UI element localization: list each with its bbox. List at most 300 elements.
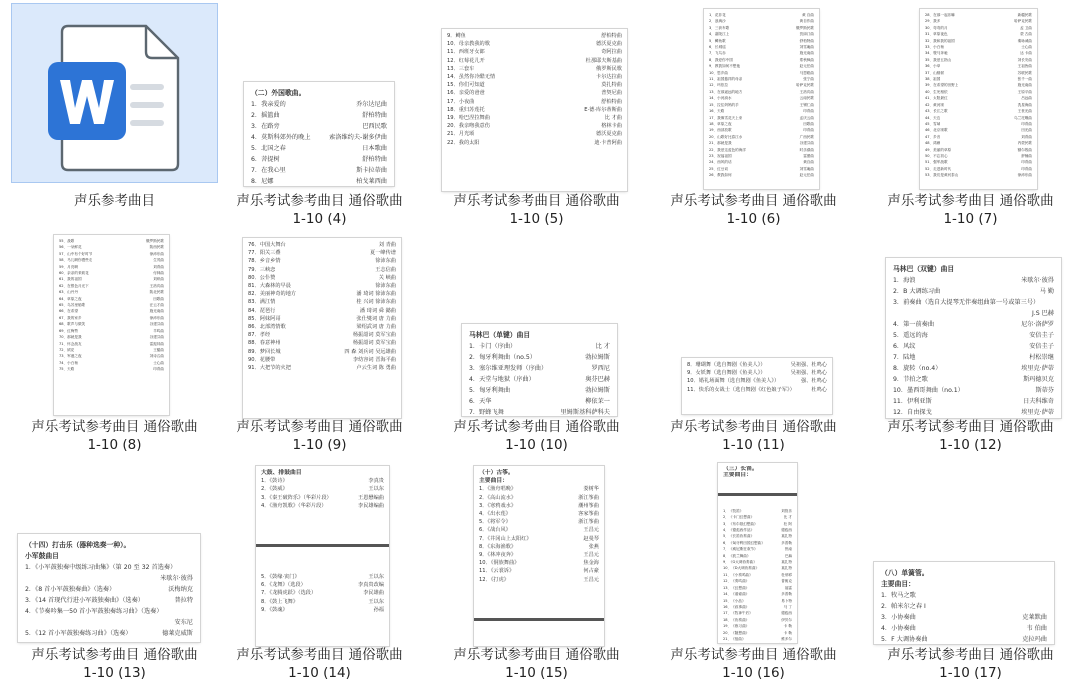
doc-line-title: 5．《12 首小军鼓独奏练习曲》（选奏） xyxy=(25,630,132,637)
doc-line-composer: 安倍圭子 xyxy=(1029,343,1054,350)
file-name[interactable] xyxy=(217,192,422,228)
doc-line-title: 9．《林冲夜奔》 xyxy=(479,552,517,559)
doc-line-title: 10．思乡曲 xyxy=(709,70,728,75)
doc-line-composer: 卡 勒 xyxy=(783,624,792,629)
doc-line-title: 3．《秦王破阵乐》（华彩片段） xyxy=(261,494,332,501)
doc-line-title: 6．天华 xyxy=(469,398,492,405)
doc-line-title: 81．大森林的早晨 xyxy=(248,283,291,290)
word-document-icon xyxy=(48,22,182,174)
doc-line-composer: 施光南曲 xyxy=(149,309,164,314)
doc-line-title: 3．小协奏曲 xyxy=(881,614,916,621)
doc-line-title: 3．三套车歌 xyxy=(709,25,730,30)
doc-line-composer: 李幼容词 晋海平曲 xyxy=(352,356,396,363)
doc-line xyxy=(881,579,1047,590)
doc-line xyxy=(479,559,599,567)
doc-line-title: 43．长江之歌 xyxy=(925,109,948,114)
doc-line-title: 26．教我如何 xyxy=(709,173,732,178)
doc-line-title: 5．《鼓缘·寅门》 xyxy=(261,574,300,581)
file-name[interactable] xyxy=(868,192,1073,228)
doc-line xyxy=(893,374,1054,385)
doc-line-composer: 斯蒂芬 xyxy=(1035,387,1054,394)
doc-line-composer: 舒柏特曲 xyxy=(362,156,387,163)
doc-line xyxy=(479,567,599,575)
file-name[interactable] xyxy=(217,418,422,454)
doc-line-composer: 王昌元 xyxy=(583,527,599,534)
doc-line-composer: 福雷 xyxy=(784,585,792,590)
doc-line-title: 8．珊瑚舞（选自舞剧《鱼美人》） xyxy=(687,362,766,368)
doc-line-composer: J.S 巴赫 xyxy=(1031,310,1054,317)
doc-line-title: 39．在希望的田野上 xyxy=(925,83,959,88)
doc-line-title: 61．我的祖国 xyxy=(59,277,82,282)
doc-line-title: 大鼓、排鼓曲目 xyxy=(261,470,302,476)
doc-line-composer: 吕远曲 xyxy=(1021,96,1032,101)
doc-line-title: 70．那就是我 xyxy=(59,335,82,340)
doc-line-composer: 韦 伯曲 xyxy=(1026,625,1047,632)
doc-line-title: 57．山中有个好时节 xyxy=(59,251,93,256)
doc-line-title: 52．走进新时代 xyxy=(925,166,952,171)
doc-line-composer: 刘雪庵曲 xyxy=(799,166,814,171)
doc-line-composer: 日本歌曲 xyxy=(362,145,387,152)
doc-line xyxy=(447,130,622,138)
doc-line-title: 31．草原夜色 xyxy=(925,32,948,37)
doc-line-title: 62．在银色月光下 xyxy=(59,283,89,288)
doc-line-title: 21．月光颂 xyxy=(447,131,475,138)
doc-line-composer: 格林卡曲 xyxy=(601,123,622,130)
doc-line-composer: 黄自曲 xyxy=(803,160,814,165)
doc-line xyxy=(25,584,193,595)
doc-line-title: 6．《战台风》 xyxy=(479,527,511,534)
doc-line-composer: 王洛宾曲 xyxy=(149,283,164,288)
doc-line-title: 91．大把节的火把 xyxy=(248,365,291,372)
doc-line-title: 7．陆地 xyxy=(893,354,916,361)
doc-line-composer: 施光南曲 xyxy=(799,51,814,56)
file-name[interactable] xyxy=(651,646,856,682)
doc-line-title: 80．公仆赞 xyxy=(248,274,276,281)
doc-line xyxy=(25,573,193,584)
doc-line-title: 65．乌苏里船歌 xyxy=(59,303,86,308)
doc-line-composer: 张仕燮词 唐 力曲 xyxy=(356,315,396,322)
doc-line-composer: 安东尼 xyxy=(174,619,193,626)
doc-line-composer: 里姆斯基科萨科夫 xyxy=(560,409,610,416)
doc-line-composer: 贺绿汀曲 xyxy=(799,32,814,37)
doc-line-title: 53．我们是黄河泰山 xyxy=(925,173,959,178)
doc-line-composer: 印青曲 xyxy=(803,109,814,114)
doc-line-composer: 哈萨克民歌 xyxy=(1014,19,1032,24)
file-thumbnail-area[interactable] xyxy=(868,458,1073,643)
doc-line-title: 3．在路旁 xyxy=(251,123,280,130)
doc-line-title: 7．在我心里 xyxy=(251,167,286,174)
doc-line-composer: 巴西民歌 xyxy=(362,123,387,130)
doc-line xyxy=(893,330,1054,341)
doc-line-title: 4．《出水莲》 xyxy=(479,511,511,518)
file-thumbnail-area[interactable] xyxy=(12,458,217,636)
doc-line xyxy=(447,48,622,56)
file-name-line: 声乐考试参考曲目 通俗歌曲 xyxy=(670,647,837,663)
doc-line-title: 2．《8 首小军鼓独奏曲》（选奏） xyxy=(25,586,116,593)
doc-line-composer: 赵曼琴 xyxy=(583,535,599,542)
doc-line-title: 马林巴（单键）曲目 xyxy=(469,331,531,339)
doc-line-title: 10．母亲教我的歌 xyxy=(447,41,490,48)
doc-line-composer: 比 才 xyxy=(783,515,792,520)
doc-line-title: 5．鳟鱼歌 xyxy=(709,38,726,43)
file-name[interactable] xyxy=(434,418,639,454)
doc-line xyxy=(479,510,599,518)
doc-line-composer: 吴祖强、杜鸣心 xyxy=(790,362,827,368)
doc-line-title: 1．花非花 xyxy=(709,13,726,17)
doc-line-title: 9．《G大调协奏曲》 xyxy=(723,560,757,565)
doc-line-title: 5．匈牙利舞曲 xyxy=(469,387,511,394)
file-name-line: 声乐考试参考曲目 通俗歌曲 xyxy=(887,419,1054,435)
doc-line-title: 35．我爱五指山 xyxy=(925,57,952,62)
doc-line-composer: 杜那耶夫斯基曲 xyxy=(585,57,622,64)
doc-line xyxy=(261,494,384,502)
doc-line-composer: 索洛维约夫-谢多伊曲 xyxy=(329,134,387,141)
doc-line xyxy=(447,89,622,97)
doc-line-composer: 德彪西 xyxy=(781,611,792,616)
doc-line-composer xyxy=(190,562,193,573)
doc-line-composer: 热南 xyxy=(784,547,792,552)
doc-line-title: 88．春意神州 xyxy=(248,340,281,347)
doc-line xyxy=(447,139,622,147)
doc-line-title: （十）古筝。 xyxy=(479,470,514,476)
doc-line-composer: 黄 自曲 xyxy=(802,13,814,17)
doc-line-composer: 谷建芬曲 xyxy=(799,141,814,146)
doc-line-title: 15．拉住妈妈的手 xyxy=(709,102,739,107)
doc-line-title: 15．《小品》 xyxy=(723,598,746,603)
doc-line xyxy=(881,634,1047,644)
file-name-suffix: 1-10 (14) xyxy=(288,665,351,681)
doc-line-composer: 浙江筝曲 xyxy=(578,519,599,526)
file-thumbnail-area[interactable] xyxy=(651,230,856,408)
doc-line-composer: 埃里克·萨蒂 xyxy=(1021,365,1054,372)
doc-line-composer: 乌兰托嘎曲 xyxy=(1014,115,1032,120)
doc-line-composer: 田歌曲 xyxy=(153,296,164,301)
doc-line-composer: 王以东 xyxy=(368,574,384,581)
file-name[interactable] xyxy=(12,418,217,454)
file-thumbnail-area[interactable] xyxy=(868,4,1073,182)
file-name-line: 声乐考试参考曲目 通俗歌曲 xyxy=(453,647,620,663)
doc-line-title: 4．《德彪西作品》 xyxy=(723,528,755,533)
doc-line-title: 4．天堂与地狱（序曲） xyxy=(469,376,535,383)
doc-line-title: 2．摇篮曲 xyxy=(251,112,280,119)
doc-line-title: 40．生死相依 xyxy=(925,89,948,94)
doc-line-composer: 时乐濛曲 xyxy=(799,147,814,152)
doc-line-title: 59．月亮啊 xyxy=(59,264,78,269)
doc-line-composer xyxy=(775,642,792,643)
file-thumbnail-area[interactable] xyxy=(434,4,639,182)
file-name[interactable] xyxy=(651,418,856,454)
doc-line xyxy=(709,172,814,178)
doc-line-title: 12．《奏鸣曲》 xyxy=(723,579,750,584)
doc-line xyxy=(469,363,610,374)
doc-line xyxy=(447,57,622,65)
doc-line-composer: 克莱默曲 xyxy=(1022,614,1047,621)
doc-line xyxy=(248,315,396,323)
doc-line xyxy=(893,396,1054,407)
doc-line-composer: 俄罗斯民歌 xyxy=(596,65,622,72)
doc-line-title: 23．祝福祖国 xyxy=(709,153,732,158)
file-name-line: 声乐考试参考曲目 通俗歌曲 xyxy=(31,647,198,663)
doc-line-composer: 多普勒 xyxy=(781,540,792,545)
doc-line-composer: 卢云生词 陈 勇曲 xyxy=(356,365,396,372)
doc-line-composer: 陕北民歌 xyxy=(149,290,164,295)
document-preview xyxy=(243,238,401,418)
document-preview xyxy=(462,324,617,416)
doc-line xyxy=(251,110,387,121)
file-name-line: 声乐考试参考曲目 通俗歌曲 xyxy=(670,193,837,209)
doc-line-title: 2．浪淘沙 xyxy=(709,19,726,24)
doc-line-title: 64．草原之夜 xyxy=(59,296,82,301)
doc-line-title: 14．《谐谑曲》 xyxy=(723,592,750,597)
file-name-suffix: 1-10 (13) xyxy=(83,665,146,681)
doc-line xyxy=(687,361,827,369)
file-thumbnail-area[interactable] xyxy=(868,230,1073,416)
doc-line-composer: 张千一曲 xyxy=(1017,77,1032,82)
file-name-suffix: 1-10 (16) xyxy=(722,665,785,681)
doc-line-composer: 舒楠曲 xyxy=(1021,153,1032,158)
doc-line-title: 22．我的太阳 xyxy=(447,139,480,146)
doc-line-title: 49．美丽的草原 xyxy=(925,147,952,152)
doc-line xyxy=(261,606,384,614)
doc-line-composer: 印青曲 xyxy=(803,128,814,133)
doc-line-composer: 舒柏特曲 xyxy=(362,112,387,119)
document-preview xyxy=(718,463,797,643)
doc-line-composer: 普朗克 xyxy=(781,579,792,584)
file-name[interactable] xyxy=(12,646,217,682)
doc-line-title: 16．亲爱的爸爸 xyxy=(447,90,485,97)
doc-line xyxy=(251,99,387,110)
file-thumbnail-area[interactable] xyxy=(434,230,639,416)
doc-line-title: 主要曲目： xyxy=(723,472,752,479)
doc-line-composer: 哈萨克民歌 xyxy=(796,83,814,88)
file-thumbnail-area[interactable] xyxy=(217,458,422,636)
doc-line-title: 8．旋转（no.4） xyxy=(893,365,942,372)
doc-line-composer: 普拉特 xyxy=(174,597,193,604)
file-thumbnail-area[interactable] xyxy=(12,230,217,408)
doc-line-composer: 伊贝尔 xyxy=(781,617,792,622)
file-thumbnail-area[interactable] xyxy=(217,230,422,408)
document-preview xyxy=(704,9,819,189)
doc-line-title: 9．《鼓魂》 xyxy=(261,606,288,613)
doc-line-title: 5．北国之春 xyxy=(251,145,286,152)
doc-line-title: 14．虽然你冷酷无情 xyxy=(447,74,496,81)
doc-line-composer: 付林曲 xyxy=(153,271,164,276)
doc-line-title: 66．在希望 xyxy=(59,309,78,314)
doc-line xyxy=(469,352,610,363)
doc-line-title: 69．红梅赞 xyxy=(59,328,78,333)
doc-line-title: 9．教我如何不想他 xyxy=(709,64,741,69)
file-name-suffix: 1-10 (7) xyxy=(943,211,998,227)
doc-line-composer: 徐沛东曲 xyxy=(1017,173,1032,178)
doc-line-title: 小军鼓曲目 xyxy=(25,552,59,560)
doc-line-composer: 王昌元 xyxy=(583,576,599,583)
file-name-suffix: 1-10 (15) xyxy=(505,665,568,681)
doc-line-title: 主要曲目： xyxy=(881,580,915,588)
doc-line xyxy=(881,612,1047,623)
doc-line xyxy=(25,628,193,639)
doc-line xyxy=(893,319,1054,330)
doc-line-composer: 莫扎特曲 xyxy=(601,82,622,89)
doc-line-title: 67．我的家乡 xyxy=(59,315,82,320)
doc-line-composer: 王恩懋编曲 xyxy=(358,494,384,501)
doc-line-composer: 卡尔达拉曲 xyxy=(596,74,622,81)
doc-line-title: 78．乡音乡情 xyxy=(248,258,281,265)
doc-line-title: 18．草原之夜 xyxy=(709,121,732,126)
doc-line xyxy=(479,502,599,510)
doc-line-composer: 勃拉姆斯 xyxy=(585,387,610,394)
file-thumbnail-area[interactable] xyxy=(651,4,856,182)
doc-line-composer xyxy=(1044,579,1047,590)
doc-line-title: 18．《协奏曲》 xyxy=(723,617,750,622)
doc-line-composer: 德沃夏克曲 xyxy=(596,131,622,138)
doc-line-composer xyxy=(384,88,387,99)
doc-line-title: 33．小白杨 xyxy=(925,45,944,50)
file-name[interactable] xyxy=(868,418,1073,454)
doc-line-composer: 刘 青曲 xyxy=(378,242,396,248)
doc-line-title: 8．尼娜 xyxy=(251,178,274,185)
page-break-divider xyxy=(718,493,797,496)
doc-line-composer: 巴赫 xyxy=(784,553,792,558)
doc-line-title: 38．祖国 xyxy=(925,77,941,82)
doc-line-composer: 卡 勒 xyxy=(783,630,792,635)
file-name[interactable] xyxy=(217,646,422,682)
doc-line-composer: 杨振韶词 莫军宝曲 xyxy=(352,340,396,347)
doc-line-title: 4．嘉陵江上 xyxy=(709,32,730,37)
doc-line xyxy=(251,121,387,132)
doc-line xyxy=(479,477,599,485)
doc-line-title: 9．节拍之歌 xyxy=(893,376,928,383)
doc-line-title: 1．我亲爱的 xyxy=(251,101,286,108)
doc-line-title: 36．小草 xyxy=(925,64,941,69)
doc-line-composer: 米歇尔·彼得 xyxy=(1021,277,1054,284)
doc-line xyxy=(251,88,387,99)
doc-line-composer: 杜鸣心 xyxy=(811,386,827,393)
doc-line-composer xyxy=(190,551,193,562)
doc-line-title: 22．我爱这蓝色的海洋 xyxy=(709,147,746,152)
doc-line-title: 77．阳关三叠 xyxy=(248,250,281,257)
file-name[interactable] xyxy=(868,646,1073,682)
doc-line-composer xyxy=(596,469,599,477)
doc-line-composer: 日夫科维奇 xyxy=(1023,398,1054,405)
doc-line-title: 17．小夜曲 xyxy=(447,98,475,105)
doc-line xyxy=(261,485,384,493)
doc-line-title: 76．中国大舞台 xyxy=(248,242,286,248)
doc-line-title: （十四）打击乐（器种选奏一种）。 xyxy=(25,541,131,549)
doc-line-composer: 迪·卡普阿曲 xyxy=(594,139,622,146)
doc-line-composer: 安倍圭子 xyxy=(1029,332,1054,339)
doc-line-composer: 冼星海曲 xyxy=(1017,102,1032,107)
doc-line-composer: 多普勒 xyxy=(781,592,792,597)
document-preview xyxy=(256,466,389,646)
doc-line-composer: 比 才曲 xyxy=(604,115,622,122)
file-name[interactable] xyxy=(434,646,639,682)
doc-line-composer: 奇阿拉曲 xyxy=(601,49,622,56)
doc-line-composer: 徐沛东曲 xyxy=(375,283,396,290)
doc-line xyxy=(447,122,622,130)
doc-line xyxy=(687,386,827,394)
file-name-line: 声乐考试参考曲目 通俗歌曲 xyxy=(236,647,403,663)
doc-line xyxy=(261,469,384,477)
doc-line-title: 6．长城谣 xyxy=(709,45,726,50)
file-thumbnail-area[interactable] xyxy=(12,4,217,182)
doc-line xyxy=(248,364,396,372)
doc-line xyxy=(469,407,610,416)
doc-line-title: 3．《14 首现代行进小军鼓独奏曲》（选奏） xyxy=(25,597,144,604)
doc-line xyxy=(248,282,396,290)
doc-line-composer: 梁绍武词 唐 力曲 xyxy=(356,324,396,331)
file-name[interactable] xyxy=(12,192,217,210)
doc-line-composer: 浙江筝曲 xyxy=(578,494,599,501)
doc-line xyxy=(251,176,387,186)
doc-line-composer: 孙福 xyxy=(373,606,384,613)
doc-line-composer: 斯卡拉蒂曲 xyxy=(356,167,387,174)
doc-line-title: 6．《匈牙利田园幻想曲》 xyxy=(723,540,765,545)
doc-line-composer: 士心曲 xyxy=(1021,45,1032,50)
doc-line xyxy=(248,290,396,298)
doc-line-title: 1．《牧笛》 xyxy=(723,508,744,513)
doc-line-composer: 克拉玛曲 xyxy=(1022,636,1047,643)
doc-line-composer: 柏戈莱西曲 xyxy=(356,178,387,185)
doc-line-title: 12．红莓花儿开 xyxy=(447,57,485,64)
doc-line xyxy=(261,477,384,485)
doc-line-title: 68．歌声与微笑 xyxy=(59,322,86,327)
doc-line-title: 10．墨西哥舞曲（no.1） xyxy=(893,387,964,394)
doc-line-composer: 王锡仁曲 xyxy=(799,102,814,107)
doc-line xyxy=(881,568,1047,579)
file-name[interactable] xyxy=(651,192,856,228)
doc-line-title: 21．那就是我 xyxy=(709,141,732,146)
doc-line-composer: 新疆民歌 xyxy=(1017,13,1032,17)
doc-line-composer: 维多尔 xyxy=(781,636,792,641)
doc-line xyxy=(479,543,599,551)
doc-line-composer xyxy=(1044,568,1047,579)
doc-line xyxy=(469,374,610,385)
doc-line xyxy=(447,40,622,48)
doc-line-title: 79．三峡恋 xyxy=(248,266,276,273)
file-thumbnail-area[interactable] xyxy=(217,4,422,185)
doc-line xyxy=(723,642,792,643)
doc-line xyxy=(881,590,1047,601)
doc-line-composer: 羊鸣曲 xyxy=(153,328,164,333)
doc-line xyxy=(925,172,1032,178)
file-name[interactable] xyxy=(434,192,639,228)
doc-line-composer: 潮州筝曲 xyxy=(578,502,599,509)
doc-line xyxy=(447,32,622,40)
doc-line-composer: 比 才 xyxy=(595,343,610,350)
doc-line-composer: 徐沛东曲 xyxy=(149,251,164,256)
doc-line-title: 72．绒花 xyxy=(59,347,75,352)
file-thumbnail-area[interactable] xyxy=(434,458,639,636)
doc-line-composer: 尼尔·洛萨罗 xyxy=(1021,321,1054,328)
doc-line-title: 10．《侗族舞曲》 xyxy=(479,560,520,567)
doc-line-composer: 额尔敦曲 xyxy=(1017,147,1032,152)
doc-line-composer: 何占豪 xyxy=(583,568,599,575)
doc-line-title: 11．《小奏鸣曲》 xyxy=(723,572,753,577)
file-thumbnail-area[interactable] xyxy=(651,458,856,641)
doc-line-composer: 王以东 xyxy=(368,598,384,605)
doc-line-composer xyxy=(1044,601,1047,612)
doc-line-composer: 王志信曲 xyxy=(375,266,396,273)
doc-line-composer: 蒙 古曲 xyxy=(1020,32,1032,37)
doc-line-title: 1．《小军鼓独奏中级练习曲集》（第 20 至 32 首选奏） xyxy=(25,564,177,571)
doc-line-composer: 马思聪曲 xyxy=(799,70,814,75)
doc-line-composer: 刘炽曲 xyxy=(153,277,164,282)
doc-line-composer: 娄树华 xyxy=(583,486,599,493)
doc-line-title: 1．牧马之歌 xyxy=(881,592,916,599)
doc-line xyxy=(25,606,193,617)
file-name-line: 声乐考试参考曲目 通俗歌曲 xyxy=(453,419,620,435)
doc-line-composer: 王酩曲 xyxy=(153,347,164,352)
